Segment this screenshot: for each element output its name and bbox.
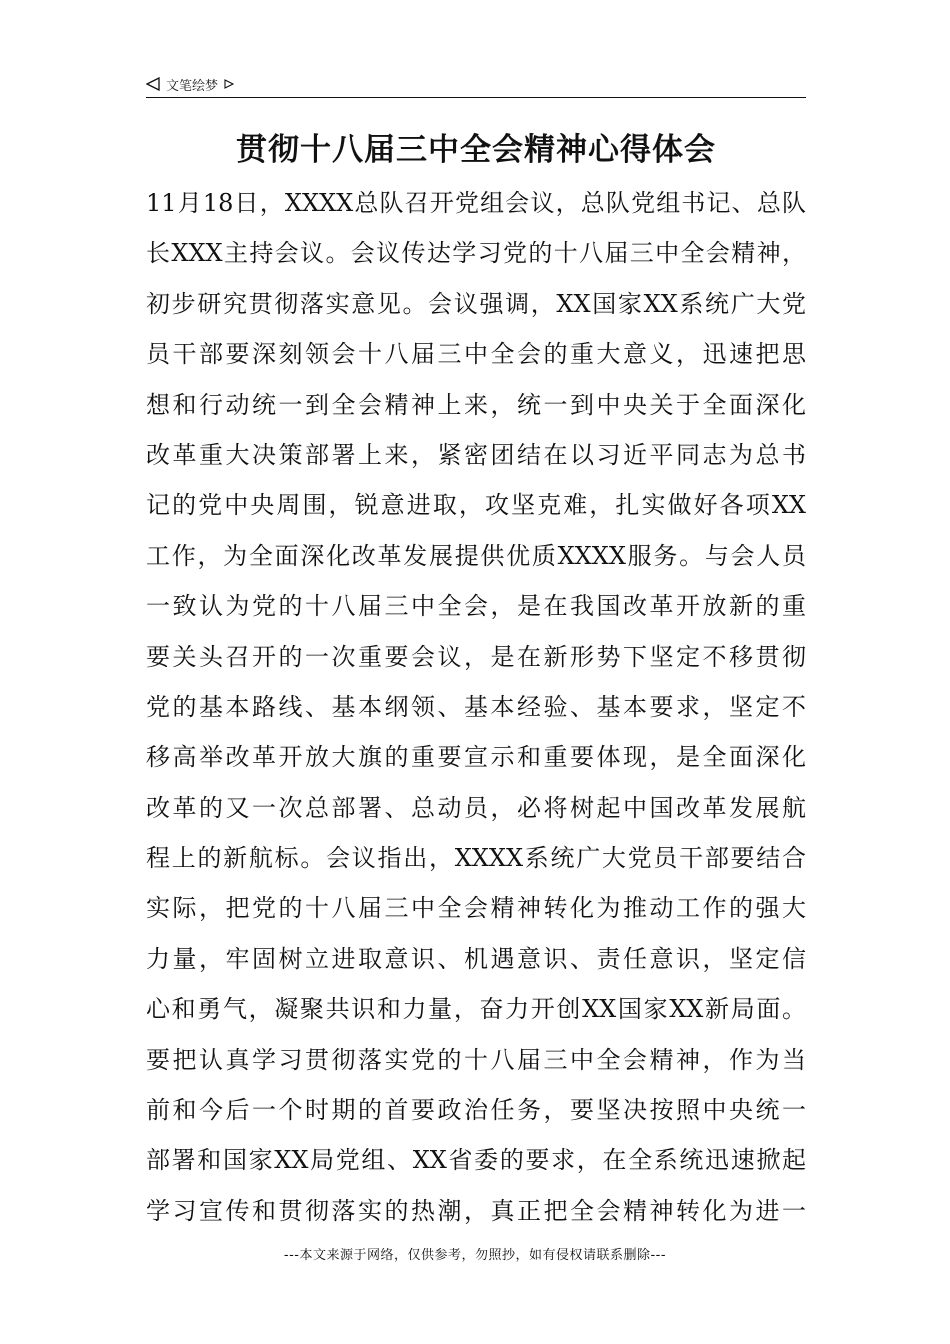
body-line: 初步研究贯彻落实意见。会议强调，XX国家XX系统广大党 — [146, 289, 806, 318]
header-divider — [146, 97, 806, 98]
body-line: 部署和国家XX局党组、XX省委的要求，在全系统迅速掀起 — [146, 1146, 806, 1175]
body-line: 学习宣传和贯彻落实的热潮，真正把全会精神转化为进一 — [146, 1196, 806, 1225]
body-line: 长XXX主持会议。会议传达学习党的十八届三中全会精神， — [146, 239, 806, 268]
footer-disclaimer: ---本文来源于网络，仅供参考，勿照抄，如有侵权请联系删除--- — [283, 1248, 667, 1263]
body-line: 改革的又一次总部署、总动员，必将树起中国改革发展航 — [146, 793, 806, 822]
body-line: 记的党中央周围，锐意进取，攻坚克难，扎实做好各项XX — [146, 491, 806, 520]
document-title: 贯彻十八届三中全会精神心得体会 — [236, 132, 716, 168]
body-line: 一致认为党的十八届三中全会，是在我国改革开放新的重 — [146, 592, 806, 621]
body-line: 前和今后一个时期的首要政治任务，要坚决按照中央统一 — [146, 1096, 806, 1125]
body-line: 员干部要深刻领会十八届三中全会的重大意义，迅速把思 — [146, 340, 806, 369]
body-line: 工作，为全面深化改革发展提供优质XXXX服务。与会人员 — [146, 541, 806, 570]
right-triangle-icon — [224, 79, 234, 89]
body-line: 心和勇气，凝聚共识和力量，奋力开创XX国家XX新局面。 — [146, 995, 806, 1024]
body-line: 力量，牢固树立进取意识、机遇意识、责任意识，坚定信 — [146, 944, 806, 973]
body-line: 党的基本路线、基本纲领、基本经验、基本要求，坚定不 — [146, 692, 806, 721]
body-line: 要关头召开的一次重要会议，是在新形势下坚定不移贯彻 — [146, 642, 806, 671]
body-line: 实际，把党的十八届三中全会精神转化为推动工作的强大 — [146, 894, 806, 923]
body-line: 要把认真学习贯彻落实党的十八届三中全会精神，作为当 — [146, 1045, 806, 1074]
header-brand: 文笔绘梦 — [166, 78, 219, 94]
body-line: 想和行动统一到全会精神上来，统一到中央关于全面深化 — [146, 390, 806, 419]
body-line: 改革重大决策部署上来，紧密团结在以习近平同志为总书 — [146, 440, 806, 469]
body-line: 程上的新航标。会议指出，XXXX系统广大党员干部要结合 — [146, 844, 806, 873]
page-header — [146, 72, 806, 98]
left-triangle-icon — [146, 77, 160, 91]
body-line: 移高举改革开放大旗的重要宣示和重要体现，是全面深化 — [146, 743, 806, 772]
body-line: 11月18日，XXXX总队召开党组会议，总队党组书记、总队 — [146, 189, 806, 217]
document-body — [146, 178, 806, 1236]
